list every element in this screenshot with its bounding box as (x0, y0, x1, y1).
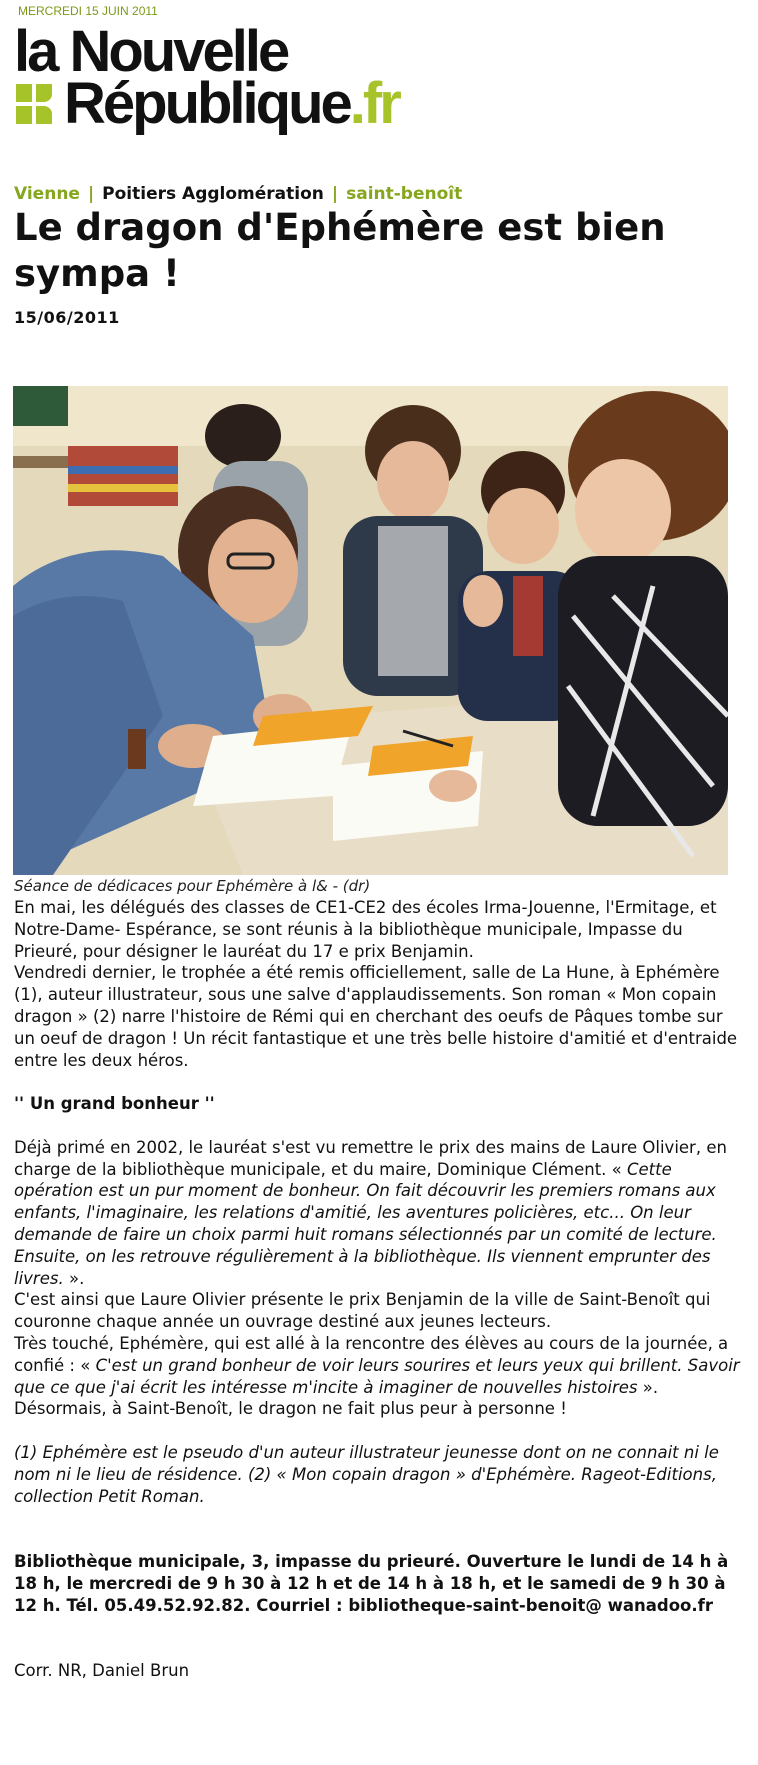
article-body (14, 897, 740, 1682)
article-byline: Corr. NR, Daniel Brun (14, 1660, 190, 1680)
logo-puzzle-icon (16, 84, 54, 126)
spacer (14, 1638, 740, 1660)
spacer (14, 1507, 740, 1529)
breadcrumb (14, 184, 462, 204)
article-paragraph: En mai, les délégués des classes de CE1-CE2 des écoles Irma-Jouenne, l'Ermitage, et Notre-Dame- Espérance, se sont réunis à la bibliothèque municipale, Impasse du Prieuré, pour désigner le lauréat du 17 e prix Benjamin. (14, 898, 717, 961)
logo-line2 (64, 70, 399, 137)
breadcrumb-separator: | (87, 184, 95, 204)
breadcrumb-region[interactable]: Vienne (14, 184, 80, 204)
article-photo (13, 386, 728, 875)
header-date: MERCREDI 15 JUIN 2011 (18, 4, 158, 18)
photo-illustration (13, 386, 728, 875)
photo-caption: Séance de dédicaces pour Ephémère à l& - (dr) (14, 877, 371, 895)
article-footnote: (1) Ephémère est le pseudo d'un auteur illustrateur jeunesse dont on ne connait ni le nom ni le lieu de résidence. (2) « Mon copain dragon » d'Ephémère. Rageot-Editions, collection Petit Roman. (14, 1442, 719, 1506)
library-info: Bibliothèque municipale, 3, impasse du prieuré. Ouverture le lundi de 14 h à 18 h, le mercredi de 9 h 30 à 12 h et de 14 h à 18 h, et le samedi de 9 h 30 à 12 h. Tél. 05.49.52.92.82. Courriel : bibliotheque-saint-benoit@ wanadoo.fr (14, 1551, 729, 1615)
breadcrumb-town[interactable]: saint-benoît (346, 184, 463, 204)
article-paragraph: C'est ainsi que Laure Olivier présente le prix Benjamin de la ville de Saint-Benoît qui couronne chaque année un ouvrage destiné aux jeunes lecteurs. (14, 1290, 711, 1332)
breadcrumb-separator: | (331, 184, 339, 204)
spacer (14, 1616, 740, 1638)
quote-text: C'est un grand bonheur de voir leurs sourires et leurs yeux qui brillent. Savoir que ce que j'ai écrit les intéresse m'incite à imaginer de nouvelles histoires (14, 1355, 740, 1397)
logo-line1: la Nouvelle (14, 19, 288, 84)
article-date: 15/06/2011 (14, 308, 120, 327)
breadcrumb-area[interactable]: Poitiers Agglomération (102, 184, 324, 204)
paragraph-text: ». (68, 1268, 85, 1288)
article-title: Le dragon d'Ephémère est bien sympa ! (14, 206, 666, 295)
spacer (14, 1071, 740, 1093)
paragraph-text: ». Désormais, à Saint-Benoît, le dragon ne fait plus peur à personne ! (14, 1377, 659, 1419)
newspaper-logo (14, 19, 484, 148)
logo-tld: .fr (349, 71, 399, 136)
article-paragraph (14, 1333, 740, 1420)
spacer (14, 1115, 740, 1137)
paragraph-text: Déjà primé en 2002, le lauréat s'est vu remettre le prix des mains de Laure Olivier, en charge de la bibliothèque municipale, et du maire, Dominique Clément. « (14, 1137, 727, 1179)
article-paragraph: Vendredi dernier, le trophée a été remis officiellement, salle de La Hune, à Ephémère (1), auteur illustrateur, sous une salve d'applaudissements. Son roman « Mon copain dragon » (2) narre l'histoire de Rémi qui en cherchant des oeufs de Pâques tombe sur un oeuf de dragon ! Un récit fantastique et une très belle histoire d'amitié et d'entraide entre les deux héros. (14, 963, 738, 1070)
logo-name: République (64, 71, 350, 136)
spacer (14, 1529, 740, 1551)
article-paragraph (14, 1137, 740, 1290)
article-subheading: '' Un grand bonheur '' (14, 1094, 215, 1114)
quote-text: Cette opération est un pur moment de bonheur. On fait découvrir les premiers romans aux enfants, l'imaginaire, les relations d'amitié, les aventures policières, etc... On leur demande de faire un choix parmi huit romans sélectionnés par un comité de lecture. Ensuite, on les retrouve régulièrement à la bibliothèque. Ils viennent emprunter des livres. (14, 1159, 717, 1288)
paragraph-text: Très touché, Ephémère, qui est allé à la rencontre des élèves au cours de la journée, a confié : « (14, 1333, 729, 1375)
spacer (14, 1420, 740, 1442)
